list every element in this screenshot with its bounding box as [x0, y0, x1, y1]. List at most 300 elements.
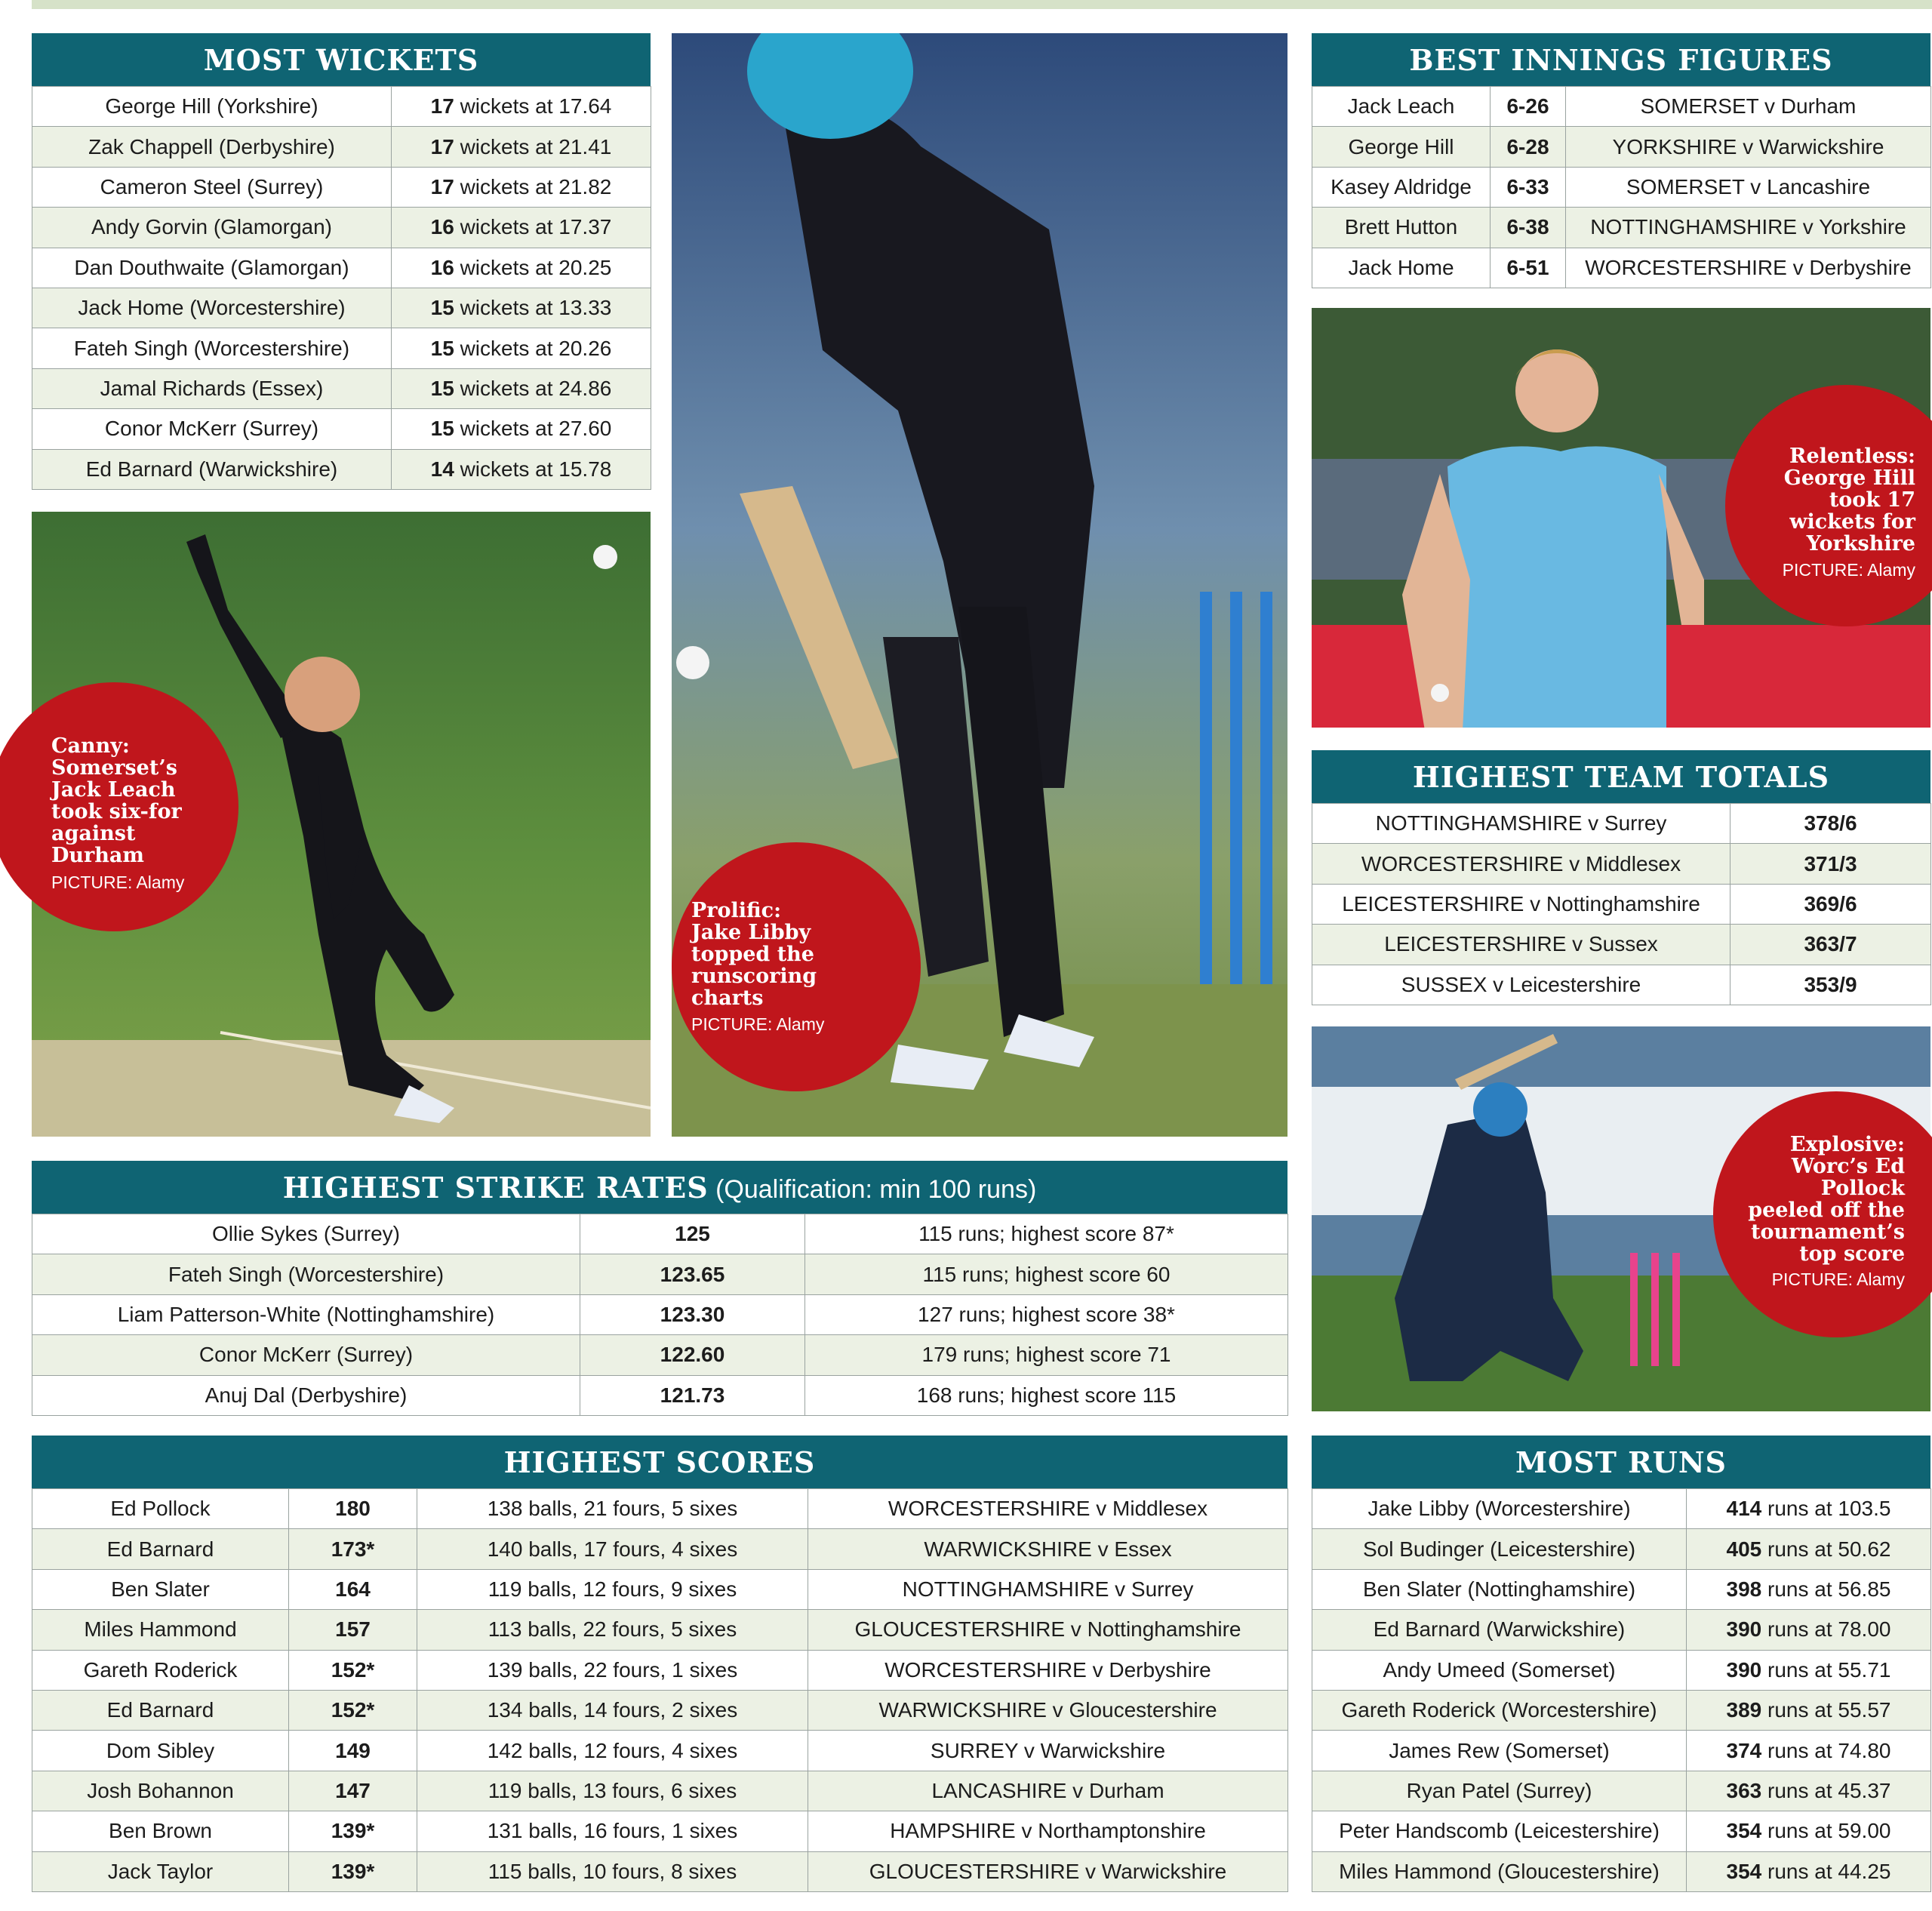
runs-cell-runs: 374 — [1726, 1738, 1762, 1762]
detail-cell — [417, 1731, 808, 1771]
player-cell — [1312, 1610, 1687, 1650]
table-row — [1312, 1811, 1931, 1851]
player-cell — [32, 449, 392, 489]
score-cell — [289, 1610, 417, 1650]
score-cell — [289, 1650, 417, 1690]
runs-cell — [1687, 1851, 1931, 1891]
score-cell-score: 157 — [335, 1617, 371, 1642]
match-cell — [808, 1690, 1288, 1730]
table-row — [32, 1254, 1288, 1294]
match-cell — [808, 1731, 1288, 1771]
detail-cell-detail: 179 runs; highest score 71 — [921, 1343, 1171, 1367]
player-cell-player: Peter Handscomb (Leicestershire) — [1339, 1819, 1660, 1843]
player-cell — [1312, 1771, 1687, 1811]
runs-cell — [1687, 1731, 1931, 1771]
match-cell-match: SOMERSET v Durham — [1640, 94, 1857, 118]
player-cell-player: Zak Chappell (Derbyshire) — [88, 134, 335, 158]
player-cell-player: Conor McKerr (Surrey) — [198, 1343, 414, 1367]
figures-cell — [1491, 208, 1566, 248]
player-cell — [32, 1771, 289, 1811]
player-cell-player: Cameron Steel (Surrey) — [100, 174, 324, 198]
match-cell-match: SUSSEX v Leicestershire — [1401, 972, 1641, 996]
detail-cell-detail: 115 balls, 10 fours, 8 sixes — [488, 1859, 737, 1883]
table-row — [32, 1610, 1288, 1650]
total-cell — [1730, 844, 1931, 884]
top-band — [32, 0, 1932, 9]
player-cell — [32, 1569, 289, 1609]
wickets-cell-rest: wickets at 13.33 — [454, 296, 612, 320]
table-row — [1312, 87, 1931, 127]
most-wickets-table — [32, 86, 651, 490]
match-cell-match: LEICESTERSHIRE v Nottinghamshire — [1342, 891, 1700, 915]
runs-cell-rest: runs at 59.00 — [1761, 1819, 1891, 1843]
detail-cell-detail: 127 runs; highest score 38* — [918, 1302, 1175, 1326]
detail-cell — [417, 1489, 808, 1529]
table-row — [32, 1569, 1288, 1609]
player-cell-player: Miles Hammond (Gloucestershire) — [1339, 1859, 1660, 1883]
match-cell — [1312, 844, 1730, 884]
wickets-cell-rest: wickets at 17.64 — [454, 94, 612, 118]
player-cell — [32, 1650, 289, 1690]
wickets-cell-wkts: 14 — [430, 457, 454, 481]
player-cell-player: Josh Bohannon — [87, 1778, 234, 1802]
player-cell — [1312, 1851, 1687, 1891]
player-cell-player: Anuj Dal (Derbyshire) — [205, 1383, 408, 1407]
table-row — [1312, 1610, 1931, 1650]
table-row — [32, 1851, 1288, 1891]
wickets-cell-wkts: 16 — [430, 215, 454, 239]
runs-cell — [1687, 1771, 1931, 1811]
wickets-cell-rest: wickets at 21.82 — [454, 174, 612, 198]
hill-caption-text: Relentless: George Hill took 17 wickets for Yorkshire — [1783, 445, 1915, 555]
detail-cell-detail: 119 balls, 12 fours, 9 sixes — [488, 1577, 737, 1601]
libby-caption — [672, 842, 921, 1091]
player-cell — [1312, 127, 1491, 167]
total-cell-total: 369/6 — [1804, 891, 1857, 915]
table-row — [32, 1771, 1288, 1811]
wickets-cell-rest: wickets at 15.78 — [454, 457, 612, 481]
leach-caption-text: Canny: Somerset’s Jack Leach took six-for against Durham — [51, 734, 182, 867]
player-cell-player: Liam Patterson-White (Nottinghamshire) — [117, 1302, 495, 1326]
total-cell — [1730, 965, 1931, 1005]
table-row — [1312, 965, 1931, 1005]
runs-cell-runs: 390 — [1726, 1617, 1762, 1642]
match-cell — [808, 1771, 1288, 1811]
runs-cell — [1687, 1569, 1931, 1609]
runs-cell — [1687, 1690, 1931, 1730]
score-cell — [289, 1489, 417, 1529]
wickets-cell — [392, 449, 651, 489]
match-cell-match: LEICESTERSHIRE v Sussex — [1384, 932, 1658, 956]
match-cell-match: NOTTINGHAMSHIRE v Yorkshire — [1590, 215, 1906, 239]
most-runs-table — [1312, 1488, 1931, 1892]
runs-cell-rest: runs at 55.71 — [1761, 1657, 1891, 1682]
total-cell — [1730, 804, 1931, 844]
detail-cell — [417, 1811, 808, 1851]
match-cell-match: WORCESTERSHIRE v Derbyshire — [1585, 255, 1912, 279]
score-cell-score: 147 — [335, 1778, 371, 1802]
match-cell — [1312, 884, 1730, 924]
player-cell — [32, 1851, 289, 1891]
player-cell-player: Jamal Richards (Essex) — [100, 376, 324, 400]
highest-scores-title: HIGHEST SCORES — [32, 1436, 1287, 1488]
table-row — [32, 127, 651, 167]
figures-cell — [1491, 167, 1566, 207]
total-cell — [1730, 925, 1931, 965]
detail-cell — [417, 1851, 808, 1891]
player-cell-player: Ollie Sykes (Surrey) — [212, 1222, 400, 1246]
runs-cell-rest: runs at 44.25 — [1761, 1859, 1891, 1883]
wickets-cell-wkts: 17 — [430, 94, 454, 118]
table-row — [32, 1690, 1288, 1730]
score-cell — [289, 1529, 417, 1569]
runs-cell-rest: runs at 74.80 — [1761, 1738, 1891, 1762]
total-cell-total: 371/3 — [1804, 851, 1857, 875]
wickets-cell-wkts: 16 — [430, 255, 454, 279]
detail-cell-detail: 134 balls, 14 fours, 2 sixes — [487, 1698, 738, 1722]
match-cell — [1566, 208, 1931, 248]
total-cell-total: 378/6 — [1804, 811, 1857, 835]
score-cell-score: 180 — [335, 1497, 371, 1521]
player-cell — [32, 208, 392, 248]
table-row — [1312, 1771, 1931, 1811]
runs-cell-runs: 414 — [1726, 1497, 1762, 1521]
match-cell-match: NOTTINGHAMSHIRE v Surrey — [1375, 811, 1667, 835]
player-cell-player: Ed Barnard (Warwickshire) — [85, 457, 338, 481]
match-cell-match: WARWICKSHIRE v Gloucestershire — [878, 1698, 1217, 1722]
table-row — [1312, 804, 1931, 844]
detail-cell-detail: 138 balls, 21 fours, 5 sixes — [487, 1497, 738, 1521]
table-row — [32, 248, 651, 288]
player-cell-player: Dom Sibley — [106, 1738, 215, 1762]
score-cell — [289, 1731, 417, 1771]
table-row — [1312, 925, 1931, 965]
player-cell — [1312, 208, 1491, 248]
player-cell — [32, 1610, 289, 1650]
player-cell-player: Jake Libby (Worcestershire) — [1367, 1497, 1631, 1521]
player-cell — [1312, 1529, 1687, 1569]
figures-cell — [1491, 127, 1566, 167]
match-cell-match: WORCESTERSHIRE v Middlesex — [1361, 851, 1681, 875]
match-cell-match: SURREY v Warwickshire — [930, 1738, 1166, 1762]
rate-cell — [580, 1335, 805, 1375]
best-innings-title: BEST INNINGS FIGURES — [1312, 33, 1930, 86]
detail-cell — [805, 1294, 1288, 1334]
runs-cell-rest: runs at 56.85 — [1761, 1577, 1891, 1601]
table-row — [32, 449, 651, 489]
detail-cell — [417, 1690, 808, 1730]
wickets-cell-rest: wickets at 20.26 — [454, 336, 612, 360]
table-row — [32, 167, 651, 207]
table-row — [1312, 127, 1931, 167]
wickets-cell-rest: wickets at 20.25 — [454, 255, 612, 279]
player-cell-player: Conor McKerr (Surrey) — [104, 417, 319, 441]
most-wickets-title: MOST WICKETS — [32, 33, 651, 86]
match-cell — [808, 1489, 1288, 1529]
match-cell-match: HAMPSHIRE v Northamptonshire — [890, 1819, 1206, 1843]
strike-rates-panel — [32, 1161, 1287, 1416]
score-cell-score: 139* — [331, 1819, 375, 1843]
player-cell-player: Sol Budinger (Leicestershire) — [1362, 1537, 1636, 1561]
match-cell-match: WORCESTERSHIRE v Middlesex — [888, 1497, 1208, 1521]
player-cell — [32, 167, 392, 207]
runs-cell-runs: 354 — [1726, 1859, 1762, 1883]
detail-cell-detail: 131 balls, 16 fours, 1 sixes — [487, 1819, 738, 1843]
match-cell-match: LANCASHIRE v Durham — [931, 1778, 1164, 1802]
team-totals-panel — [1312, 750, 1930, 1005]
player-cell-player: Miles Hammond — [84, 1617, 237, 1642]
runs-cell-runs: 363 — [1726, 1778, 1762, 1802]
player-cell-player: Ben Slater — [111, 1577, 210, 1601]
detail-cell-detail: 113 balls, 22 fours, 5 sixes — [488, 1617, 737, 1642]
detail-cell — [417, 1650, 808, 1690]
rate-cell — [580, 1294, 805, 1334]
player-cell-player: Ed Barnard — [106, 1698, 214, 1722]
figures-cell — [1491, 248, 1566, 288]
runs-cell-runs: 390 — [1726, 1657, 1762, 1682]
detail-cell-detail: 119 balls, 13 fours, 6 sixes — [488, 1778, 737, 1802]
score-cell — [289, 1569, 417, 1609]
player-cell-player: Ben Brown — [109, 1819, 212, 1843]
wickets-cell — [392, 87, 651, 127]
wickets-cell — [392, 167, 651, 207]
wickets-cell — [392, 328, 651, 368]
best-innings-table — [1312, 86, 1931, 288]
player-cell — [32, 1254, 580, 1294]
table-row — [32, 1214, 1288, 1254]
player-cell-player: Kasey Aldridge — [1331, 174, 1472, 198]
match-cell — [808, 1569, 1288, 1609]
rate-cell-rate: 123.30 — [660, 1302, 725, 1326]
player-cell — [1312, 167, 1491, 207]
player-cell-player: Andy Gorvin (Glamorgan) — [91, 215, 332, 239]
table-row — [32, 1529, 1288, 1569]
runs-cell — [1687, 1489, 1931, 1529]
total-cell-total: 363/7 — [1804, 932, 1857, 956]
table-row — [32, 1650, 1288, 1690]
highest-scores-panel — [32, 1436, 1287, 1892]
best-innings-panel — [1312, 33, 1930, 288]
libby-caption-credit: PICTURE: Alamy — [691, 1014, 825, 1034]
player-cell — [32, 1375, 580, 1415]
rate-cell-rate: 125 — [675, 1222, 710, 1246]
player-cell-player: Gareth Roderick — [83, 1657, 238, 1682]
match-cell — [808, 1811, 1288, 1851]
match-cell — [1566, 167, 1931, 207]
match-cell — [808, 1650, 1288, 1690]
table-row — [1312, 208, 1931, 248]
wickets-cell — [392, 288, 651, 328]
table-row — [32, 1811, 1288, 1851]
table-row — [1312, 1690, 1931, 1730]
player-cell-player: Dan Douthwaite (Glamorgan) — [74, 255, 349, 279]
leach-caption-credit: PICTURE: Alamy — [51, 872, 185, 892]
wickets-cell — [392, 208, 651, 248]
player-cell-player: Brett Hutton — [1344, 215, 1458, 239]
match-cell-match: WORCESTERSHIRE v Derbyshire — [884, 1657, 1211, 1682]
score-cell-score: 152* — [331, 1698, 375, 1722]
wickets-cell-rest: wickets at 21.41 — [454, 134, 612, 158]
table-row — [1312, 1529, 1931, 1569]
table-row — [1312, 1851, 1931, 1891]
player-cell-player: Fateh Singh (Worcestershire) — [73, 336, 350, 360]
rate-cell-rate: 123.65 — [660, 1262, 725, 1286]
match-cell-match: GLOUCESTERSHIRE v Nottinghamshire — [854, 1617, 1241, 1642]
detail-cell — [417, 1771, 808, 1811]
libby-caption-text: Prolific: Jake Libby topped the runscoring charts — [691, 899, 817, 1010]
player-cell — [32, 87, 392, 127]
player-cell — [32, 1811, 289, 1851]
score-cell-score: 139* — [331, 1859, 375, 1883]
leach-caption — [0, 682, 238, 931]
detail-cell-detail: 115 runs; highest score 60 — [922, 1262, 1171, 1286]
score-cell — [289, 1690, 417, 1730]
runs-cell — [1687, 1650, 1931, 1690]
runs-cell-rest: runs at 78.00 — [1761, 1617, 1891, 1642]
runs-cell — [1687, 1529, 1931, 1569]
player-cell-player: Ben Slater (Nottinghamshire) — [1362, 1577, 1636, 1601]
player-cell — [32, 1294, 580, 1334]
total-cell-total: 353/9 — [1804, 972, 1857, 996]
most-runs-title: MOST RUNS — [1312, 1436, 1930, 1488]
detail-cell — [417, 1610, 808, 1650]
table-row — [1312, 844, 1931, 884]
wickets-cell-wkts: 15 — [430, 336, 454, 360]
team-totals-title: HIGHEST TEAM TOTALS — [1312, 750, 1930, 803]
wickets-cell — [392, 409, 651, 449]
runs-cell — [1687, 1811, 1931, 1851]
match-cell — [1566, 127, 1931, 167]
player-cell-player: Jack Leach — [1347, 94, 1455, 118]
wickets-cell-wkts: 15 — [430, 376, 454, 400]
rate-cell — [580, 1254, 805, 1294]
match-cell-match: WARWICKSHIRE v Essex — [924, 1537, 1172, 1561]
rate-cell — [580, 1214, 805, 1254]
score-cell-score: 152* — [331, 1657, 375, 1682]
player-cell-player: Gareth Roderick (Worcestershire) — [1341, 1698, 1657, 1722]
figures-cell-figures: 6-51 — [1506, 255, 1549, 279]
table-row — [1312, 1650, 1931, 1690]
player-cell — [32, 127, 392, 167]
runs-cell-rest: runs at 45.37 — [1761, 1778, 1891, 1802]
runs-cell-runs: 354 — [1726, 1819, 1762, 1843]
table-row — [1312, 248, 1931, 288]
wickets-cell-rest: wickets at 27.60 — [454, 417, 612, 441]
player-cell — [32, 1529, 289, 1569]
player-cell — [32, 1335, 580, 1375]
match-cell — [1566, 248, 1931, 288]
match-cell — [1312, 965, 1730, 1005]
player-cell-player: Jack Home (Worcestershire) — [78, 296, 346, 320]
score-cell — [289, 1811, 417, 1851]
player-cell — [32, 328, 392, 368]
table-row — [32, 1489, 1288, 1529]
wickets-cell-wkts: 15 — [430, 296, 454, 320]
figures-cell-figures: 6-33 — [1506, 174, 1549, 198]
match-cell-match: GLOUCESTERSHIRE v Warwickshire — [869, 1859, 1227, 1883]
player-cell-player: Jack Taylor — [107, 1859, 214, 1883]
player-cell — [32, 409, 392, 449]
table-row — [32, 328, 651, 368]
table-row — [32, 1335, 1288, 1375]
player-cell-player: Ryan Patel (Surrey) — [1406, 1778, 1592, 1802]
runs-cell-rest: runs at 103.5 — [1761, 1497, 1891, 1521]
wickets-cell — [392, 127, 651, 167]
player-cell-player: Andy Umeed (Somerset) — [1383, 1657, 1616, 1682]
table-row — [1312, 167, 1931, 207]
strike-rates-table — [32, 1214, 1288, 1416]
match-cell-match: NOTTINGHAMSHIRE v Surrey — [902, 1577, 1194, 1601]
runs-cell-runs: 389 — [1726, 1698, 1762, 1722]
match-cell — [1312, 804, 1730, 844]
match-cell — [808, 1610, 1288, 1650]
player-cell — [32, 1690, 289, 1730]
player-cell — [1312, 1731, 1687, 1771]
player-cell — [1312, 1650, 1687, 1690]
strike-rates-qualification: (Qualification: min 100 runs) — [708, 1175, 1037, 1204]
player-cell — [32, 1214, 580, 1254]
table-row — [1312, 1569, 1931, 1609]
pollock-caption-credit: PICTURE: Alamy — [1771, 1269, 1905, 1289]
match-cell — [808, 1529, 1288, 1569]
detail-cell-detail: 140 balls, 17 fours, 4 sixes — [487, 1537, 738, 1561]
highest-scores-table — [32, 1488, 1288, 1892]
figures-cell — [1491, 87, 1566, 127]
detail-cell-detail: 115 runs; highest score 87* — [918, 1222, 1174, 1246]
player-cell — [1312, 248, 1491, 288]
table-row — [32, 1375, 1288, 1415]
wickets-cell — [392, 368, 651, 408]
match-cell — [1566, 87, 1931, 127]
detail-cell — [805, 1335, 1288, 1375]
figures-cell-figures: 6-28 — [1506, 134, 1549, 158]
detail-cell-detail: 168 runs; highest score 115 — [916, 1383, 1177, 1407]
score-cell — [289, 1771, 417, 1811]
player-cell — [1312, 87, 1491, 127]
wickets-cell-wkts: 15 — [430, 417, 454, 441]
player-cell-player: Ed Barnard — [106, 1537, 214, 1561]
player-cell-player: Ed Pollock — [110, 1497, 211, 1521]
table-row — [1312, 884, 1931, 924]
table-row — [1312, 1489, 1931, 1529]
figures-cell-figures: 6-38 — [1506, 215, 1549, 239]
player-cell — [32, 368, 392, 408]
runs-cell — [1687, 1610, 1931, 1650]
table-row — [32, 1294, 1288, 1334]
strike-rates-title: HIGHEST STRIKE RATES — [282, 1171, 709, 1205]
player-cell — [32, 288, 392, 328]
wickets-cell-wkts: 17 — [430, 174, 454, 198]
player-cell — [32, 1489, 289, 1529]
strike-rates-header — [32, 1161, 1287, 1214]
runs-cell-runs: 398 — [1726, 1577, 1762, 1601]
runs-cell-rest: runs at 50.62 — [1761, 1537, 1891, 1561]
team-totals-table — [1312, 803, 1931, 1005]
table-row — [32, 87, 651, 127]
detail-cell-detail: 139 balls, 22 fours, 1 sixes — [487, 1657, 738, 1682]
wickets-cell-rest: wickets at 17.37 — [454, 215, 612, 239]
player-cell-player: Ed Barnard (Warwickshire) — [1373, 1617, 1626, 1642]
match-cell — [1312, 925, 1730, 965]
runs-cell-rest: runs at 55.57 — [1761, 1698, 1891, 1722]
figures-cell-figures: 6-26 — [1506, 94, 1549, 118]
detail-cell — [805, 1375, 1288, 1415]
hill-caption-credit: PICTURE: Alamy — [1782, 560, 1915, 580]
table-row — [1312, 1731, 1931, 1771]
wickets-cell-wkts: 17 — [430, 134, 454, 158]
match-cell — [808, 1851, 1288, 1891]
player-cell — [1312, 1690, 1687, 1730]
